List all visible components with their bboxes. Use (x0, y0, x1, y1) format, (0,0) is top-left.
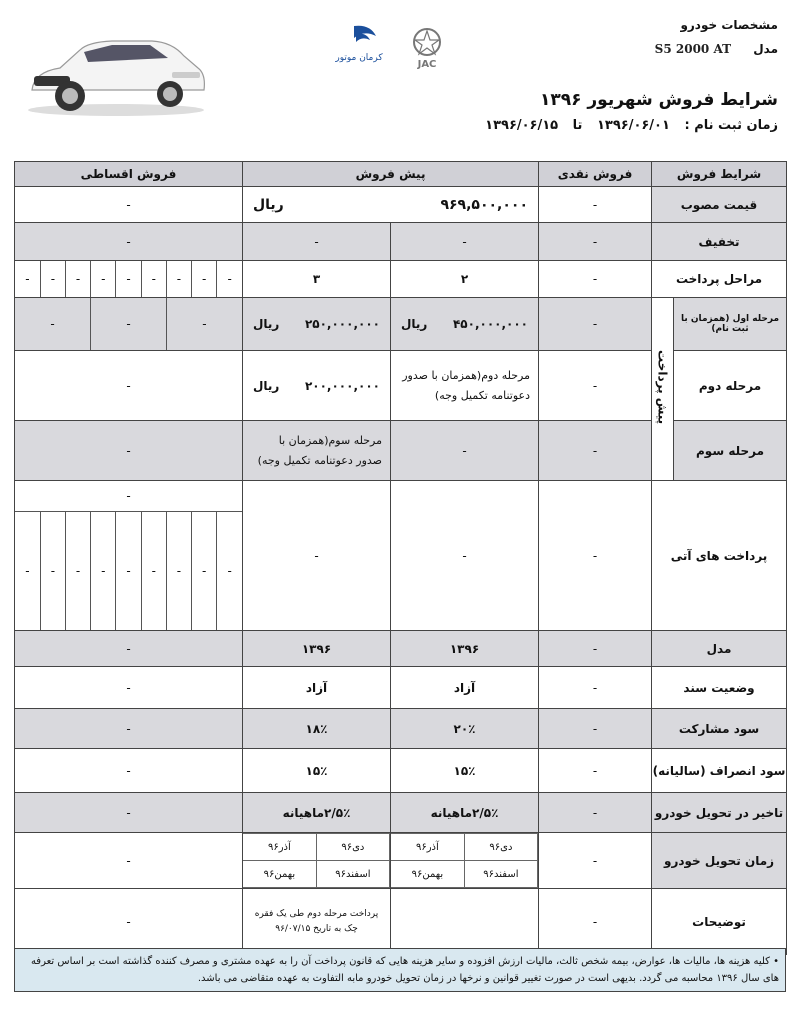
reg-label: زمان ثبت نام : (684, 118, 778, 133)
future-inst-cell: - (65, 512, 90, 630)
notes-label: توضیحات (652, 889, 787, 955)
stage2-value-2: ۲۰۰,۰۰۰,۰۰۰ (304, 378, 380, 393)
stage2-label: مرحله دوم (674, 351, 787, 421)
price-label: قیمت مصوب (652, 187, 787, 223)
price-presale (243, 187, 539, 223)
spec-title: مشخصات خودرو (680, 18, 778, 32)
stage1-unit-1: ریال (401, 317, 428, 331)
doc-status-label: وضعیت سند (652, 667, 787, 709)
model-presale-1: ۱۳۹۶ (391, 631, 539, 667)
future-inst-cell: - (166, 512, 191, 630)
stages-inst-cell: - (91, 261, 116, 297)
discount-presale-1: - (391, 223, 539, 261)
doc-cash: - (539, 667, 652, 709)
future-cash: - (539, 481, 652, 631)
header-installment: فروش اقساطی (15, 162, 243, 187)
footnote: • کلیه هزینه ها، مالیات ها، عوارض، بیمه شخص ثالث، مالیات ارزش افزوده و سایر هزینه هایی که قانون پرداخت آن را به عهده مشتری و مصرف کننده گذاشته است بر اساس تعرفه های سال ۱۳۹۶ محاسبه می گردد. بدیهی است در صورت تغییر قوانین و نرخها در زمان تحویل خودرو مابه التفاوت به عهده متقاضی می باشد. (14, 948, 786, 992)
future-inst-cell: - (192, 512, 217, 630)
notes-text: پرداخت مرحله دوم طی یک فقره چک به تاریخ ۹۶/۰۷/۱۵ (254, 908, 379, 934)
discount-installment: - (15, 223, 243, 261)
model-label: مدل (753, 42, 778, 56)
delivery-month: آذر۹۶ (391, 834, 464, 861)
future-inst-cell: - (40, 512, 65, 630)
stage3-installment: - (15, 421, 243, 481)
header-cash: فروش نقدی (539, 162, 652, 187)
stages-inst-cell: - (217, 261, 242, 297)
partnership-label: سود مشارکت (652, 709, 787, 749)
stages-inst-cell: - (25, 272, 30, 286)
delivery-month: اسفند۹۶ (316, 861, 389, 888)
delivery-month: دی۹۶ (316, 834, 389, 861)
stage1-value-1: ۴۵۰,۰۰۰,۰۰۰ (452, 317, 529, 331)
cancel-installment: - (15, 749, 243, 793)
partnership-installment: - (15, 709, 243, 749)
stage1-inst-cell: - (166, 298, 242, 350)
delivery-month: اسفند۹۶ (464, 861, 537, 888)
registration-period (475, 118, 778, 133)
future-inst-cell: - (116, 512, 141, 630)
stage3-cash: - (539, 421, 652, 481)
header-conditions: شرایط فروش (652, 162, 787, 187)
future-presale-2: - (243, 481, 391, 631)
delivery-month: بهمن۹۶ (391, 861, 464, 888)
delivery-presale-2 (243, 833, 391, 889)
reg-to: ۱۳۹۶/۰۶/۱۵ (485, 118, 559, 133)
stages-inst-cell: - (141, 261, 166, 297)
model-cash: - (539, 631, 652, 667)
jac-logo (398, 26, 456, 70)
cancel-cash: - (539, 749, 652, 793)
stage2-unit-2: ریال (253, 378, 280, 393)
partnership-presale-1: ۲۰٪ (391, 709, 539, 749)
price-cash: - (539, 187, 652, 223)
stages-inst-cell: - (40, 261, 65, 297)
stages-presale-1: ۲ (391, 261, 539, 298)
stages-label: مراحل پرداخت (652, 261, 787, 298)
notes-cash: - (539, 889, 652, 955)
cancel-profit-label: سود انصراف (سالیانه) (652, 749, 787, 793)
stage1-installment (15, 298, 243, 351)
price-installment: - (15, 187, 243, 223)
doc-presale-2: آزاد (243, 667, 391, 709)
stage1-value-2: ۲۵۰,۰۰۰,۰۰۰ (304, 317, 380, 331)
notes-installment: - (15, 889, 243, 955)
model-year-label: مدل (652, 631, 787, 667)
future-inst-cell: - (141, 512, 166, 630)
notes-presale-2 (243, 889, 391, 955)
svg-text:کرمان موتور: کرمان موتور (335, 53, 383, 63)
stage2-installment: - (15, 351, 243, 421)
stages-installment (15, 261, 243, 298)
stage1-presale-2 (243, 298, 391, 351)
delivery-month: دی۹۶ (464, 834, 537, 861)
delay-cash: - (539, 793, 652, 833)
stages-inst-cell: - (65, 261, 90, 297)
discount-label: تخفیف (652, 223, 787, 261)
stages-cash: - (539, 261, 652, 298)
future-inst-cell: - (217, 512, 242, 630)
delay-label: تاخیر در تحویل خودرو (652, 793, 787, 833)
future-label: پرداخت های آتی (652, 481, 787, 631)
model-line (655, 42, 778, 56)
stage3-presale-2 (243, 421, 391, 481)
delay-presale-2: ۲/۵٪ماهیانه (243, 793, 391, 833)
svg-text:JAC: JAC (417, 59, 437, 70)
future-inst-top: - (15, 481, 242, 512)
stage1-inst-cell: - (50, 317, 55, 331)
model-presale-2: ۱۳۹۶ (243, 631, 391, 667)
delivery-month: آذر۹۶ (243, 834, 316, 861)
model-installment: - (15, 631, 243, 667)
future-presale-1: - (391, 481, 539, 631)
model-value: S5 2000 AT (654, 42, 732, 56)
delivery-label: زمان تحویل خودرو (652, 833, 787, 889)
stage1-presale-1 (391, 298, 539, 351)
delivery-presale-1 (391, 833, 539, 889)
stages-inst-cell: - (116, 261, 141, 297)
stage2-presale-1 (391, 351, 539, 421)
delivery-installment: - (15, 833, 243, 889)
delay-presale-1: ۲/۵٪ماهیانه (391, 793, 539, 833)
stage1-unit-2: ریال (253, 317, 280, 331)
delivery-month: بهمن۹۶ (243, 861, 316, 888)
stage3-label: مرحله سوم (674, 421, 787, 481)
delivery-cash: - (539, 833, 652, 889)
reg-from: ۱۳۹۶/۰۶/۰۱ (596, 118, 670, 133)
delay-installment: - (15, 793, 243, 833)
stages-presale-2: ۳ (243, 261, 391, 298)
price-unit: ریال (253, 196, 284, 213)
doc-presale-1: آزاد (391, 667, 539, 709)
car-image (22, 28, 210, 118)
discount-presale-2: - (243, 223, 391, 261)
prepay-group-text: پیش پرداخت (655, 350, 670, 425)
stage2-text-1: مرحله دوم(همزمان با صدور دعوتنامه تکمیل وجه) (402, 368, 531, 402)
stage2-presale-2 (243, 351, 391, 421)
stage1-inst-cell: - (91, 298, 167, 350)
stage3-text-2: مرحله سوم(همزمان با صدور دعوتنامه تکمیل وجه) (257, 433, 382, 467)
stage2-cash: - (539, 351, 652, 421)
partnership-presale-2: ۱۸٪ (243, 709, 391, 749)
reg-to-word: تا (572, 118, 583, 133)
stage1-cash: - (539, 298, 652, 351)
price-value: ۹۶۹,۵۰۰,۰۰۰ (440, 196, 529, 213)
future-inst-cell: - (25, 564, 30, 578)
kerman-motor-logo (330, 22, 388, 68)
header-presale: پیش فروش (243, 162, 539, 187)
cancel-presale-2: ۱۵٪ (243, 749, 391, 793)
future-installment (15, 481, 243, 631)
discount-cash: - (539, 223, 652, 261)
sales-conditions-table (14, 161, 787, 955)
stage3-presale-1: - (391, 421, 539, 481)
future-inst-cell: - (91, 512, 116, 630)
stages-inst-cell: - (166, 261, 191, 297)
notes-presale-1 (391, 889, 539, 955)
stage1-label: مرحله اول (همزمان با ثبت نام) (674, 298, 787, 351)
sale-title: شرایط فروش شهریور ۱۳۹۶ (539, 90, 778, 110)
prepay-group-label (652, 298, 674, 481)
partnership-cash: - (539, 709, 652, 749)
stages-inst-cell: - (192, 261, 217, 297)
cancel-presale-1: ۱۵٪ (391, 749, 539, 793)
doc-installment: - (15, 667, 243, 709)
